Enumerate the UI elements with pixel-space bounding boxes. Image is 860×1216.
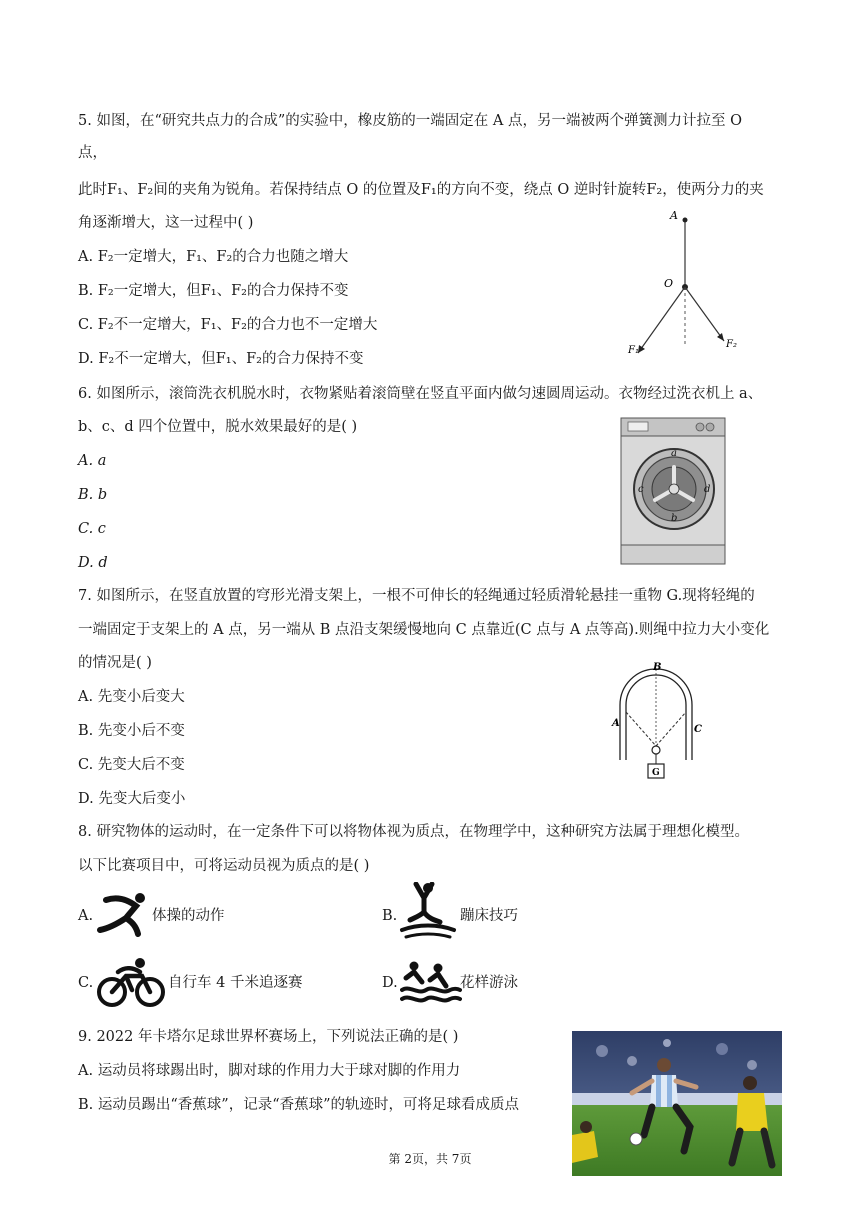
q5-label-o: O xyxy=(664,277,674,290)
q7-label-b: B xyxy=(653,662,662,673)
q8-option-b-letter: B. xyxy=(382,908,398,924)
cycling-icon xyxy=(96,956,166,1008)
q7-arch-pulley-figure xyxy=(610,660,710,785)
q7-label-a: A xyxy=(612,718,620,729)
q6-label-a: a xyxy=(671,448,677,459)
q6-stem-line1: 6. 如图所示，滚筒洗衣机脱水时，衣物紧贴着滚筒壁在竖直平面内做匀速圆周运动。衣物经过洗衣机上 a、 xyxy=(78,386,763,402)
q5-label-f1: F₁ xyxy=(628,345,639,356)
q8-option-a-letter: A. xyxy=(78,908,94,924)
gymnastics-icon xyxy=(96,890,152,940)
q6-label-d: d xyxy=(704,484,711,495)
q5-stem-line3: 此时F₁、F₂间的夹角为锐角。若保持结点 O 的位置及F₁的方向不变，绕点 O 逆时针旋转F₂，使两分力的夹 xyxy=(78,182,764,198)
synchronized-swimming-icon xyxy=(400,958,462,1004)
q5-option-b: B. F₂一定增大，但F₁、F₂的合力保持不变 xyxy=(78,283,349,299)
q8-option-b-text: 蹦床技巧 xyxy=(460,908,518,924)
q5-option-c: C. F₂不一定增大，F₁、F₂的合力也不一定增大 xyxy=(78,317,378,333)
q5-label-f2: F₂ xyxy=(726,339,737,350)
q9-option-b: B. 运动员踢出“香蕉球”，记录“香蕉球”的轨迹时，可将足球看成质点 xyxy=(78,1097,520,1113)
q5-stem-line4: 角逐渐增大，这一过程中( ) xyxy=(78,215,254,231)
q8-option-a-text: 体操的动作 xyxy=(152,908,225,924)
q7-label-c: C xyxy=(694,724,702,735)
q6-label-b: b xyxy=(671,513,678,524)
q5-stem-line1: 5. 如图，在“研究共点力的合成”的实验中，橡皮筋的一端固定在 A 点，另一端被两个弹簧测力计拉至 O xyxy=(78,113,742,129)
q7-option-b: B. 先变小后不变 xyxy=(78,723,185,739)
q5-option-d: D. F₂不一定增大，但F₁、F₂的合力保持不变 xyxy=(78,351,364,367)
q8-stem-line1: 8. 研究物体的运动时，在一定条件下可以将物体视为质点，在物理学中，这种研究方法属于理想化模型。 xyxy=(78,824,749,840)
q8-option-c-text: 自行车 4 千米追逐赛 xyxy=(168,975,303,991)
trampoline-icon xyxy=(398,882,458,940)
q6-option-c: C. c xyxy=(78,521,106,537)
q7-stem-line3: 的情况是( ) xyxy=(78,655,152,671)
q6-option-d: D. d xyxy=(78,555,108,571)
q7-label-g: G xyxy=(652,768,660,778)
q7-option-d: D. 先变大后变小 xyxy=(78,791,186,807)
q8-stem-line2: 以下比赛项目中，可将运动员视为质点的是( ) xyxy=(78,858,370,874)
q6-label-c: c xyxy=(638,484,644,495)
page-footer: 第 2页，共 7页 xyxy=(388,1152,472,1166)
q5-stem-line2: 点， xyxy=(78,145,107,161)
q7-stem-line2: 一端固定于支架上的 A 点，另一端从 B 点沿支架缓慢地向 C 点靠近(C 点与 A 点等高).则绳中拉力大小变化 xyxy=(78,622,770,638)
q6-stem-line2: b、c、d 四个位置中，脱水效果最好的是( ) xyxy=(78,419,358,435)
q5-force-diagram xyxy=(620,205,750,365)
q6-washing-machine-figure xyxy=(620,417,726,565)
q7-stem-line1: 7. 如图所示，在竖直放置的穹形光滑支架上，一根不可伸长的轻绳通过轻质滑轮悬挂一重物 G.现将轻绳的 xyxy=(78,588,755,604)
q8-option-c-letter: C. xyxy=(78,975,94,991)
q8-option-d-text: 花样游泳 xyxy=(460,975,518,991)
q9-option-a: A. 运动员将球踢出时，脚对球的作用力大于球对脚的作用力 xyxy=(78,1063,461,1079)
q5-option-a: A. F₂一定增大，F₁、F₂的合力也随之增大 xyxy=(78,249,349,265)
q9-stem-line1: 9. 2022 年卡塔尔足球世界杯赛场上，下列说法正确的是( ) xyxy=(78,1029,459,1045)
q5-label-a: A xyxy=(670,209,678,222)
q7-option-a: A. 先变小后变大 xyxy=(78,689,185,705)
q6-option-a: A. a xyxy=(78,453,107,469)
q8-option-d-letter: D. xyxy=(382,975,398,991)
q6-option-b: B. b xyxy=(78,487,108,503)
q7-option-c: C. 先变大后不变 xyxy=(78,757,185,773)
